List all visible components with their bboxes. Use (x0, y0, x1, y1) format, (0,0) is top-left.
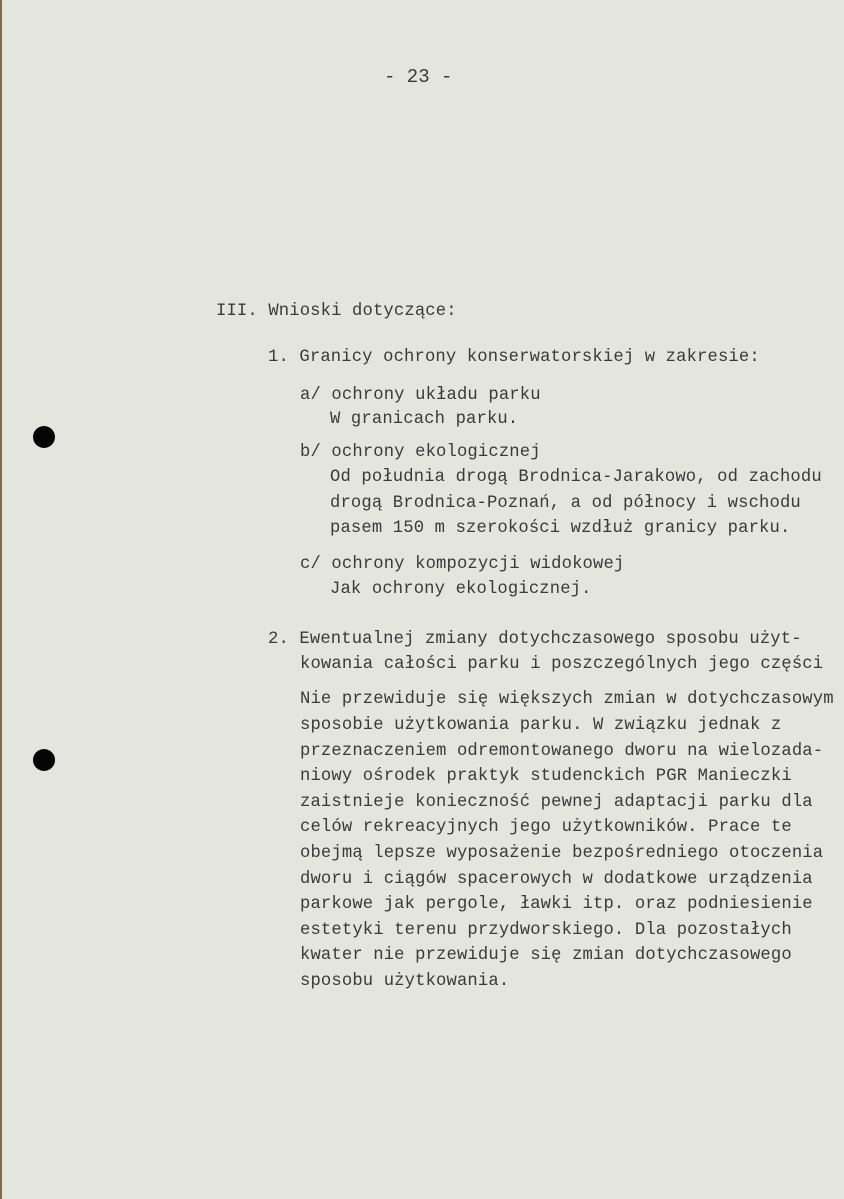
item2-body: sposobu użytkowania. (300, 972, 510, 991)
item2-body: obejmą lepsze wyposażenie bezpośredniego otoczenia (300, 844, 824, 863)
item1b-label: b/ ochrony ekologicznej (300, 443, 541, 462)
item1c-label: c/ ochrony kompozycji widokowej (300, 555, 625, 574)
item1c-text: Jak ochrony ekologicznej. (330, 580, 592, 599)
punch-hole (33, 426, 55, 448)
item2-body: dworu i ciągów spacerowych w dodatkowe urządzenia (300, 870, 813, 889)
section-heading: III. Wnioski dotyczące: (216, 302, 457, 321)
punch-hole (33, 749, 55, 771)
item2-title: kowania całości parku i poszczególnych jego części (300, 655, 824, 674)
item1a-text: W granicach parku. (330, 410, 519, 429)
item1-title: 1. Granicy ochrony konserwatorskiej w zakresie: (268, 348, 760, 367)
item2-body: sposobie użytkowania parku. W związku jednak z (300, 716, 782, 735)
item2-body: kwater nie przewiduje się zmian dotychczasowego (300, 946, 792, 965)
item2-body: niowy ośrodek praktyk studenckich PGR Manieczki (300, 767, 792, 786)
item2-body: zaistnieje konieczność pewnej adaptacji parku dla (300, 793, 813, 812)
item2-body: estetyki terenu przydworskiego. Dla pozostałych (300, 921, 792, 940)
item1b-text: Od południa drogą Brodnica-Jarakowo, od zachodu (330, 468, 822, 487)
item1a-label: a/ ochrony układu parku (300, 386, 541, 405)
page-number: - 23 - (384, 66, 453, 88)
item2-body: Nie przewiduje się większych zmian w dotychczasowym (300, 690, 834, 709)
item2-title: 2. Ewentualnej zmiany dotychczasowego sposobu użyt- (268, 630, 802, 649)
item2-body: przeznaczeniem odremontowanego dworu na wielozada- (300, 742, 824, 761)
item2-body: celów rekreacyjnych jego użytkowników. Prace te (300, 818, 792, 837)
item2-body: parkowe jak pergole, ławki itp. oraz podniesienie (300, 895, 813, 914)
item1b-text: pasem 150 m szerokości wzdłuż granicy parku. (330, 519, 791, 538)
item1b-text: drogą Brodnica-Poznań, a od północy i wschodu (330, 494, 801, 513)
